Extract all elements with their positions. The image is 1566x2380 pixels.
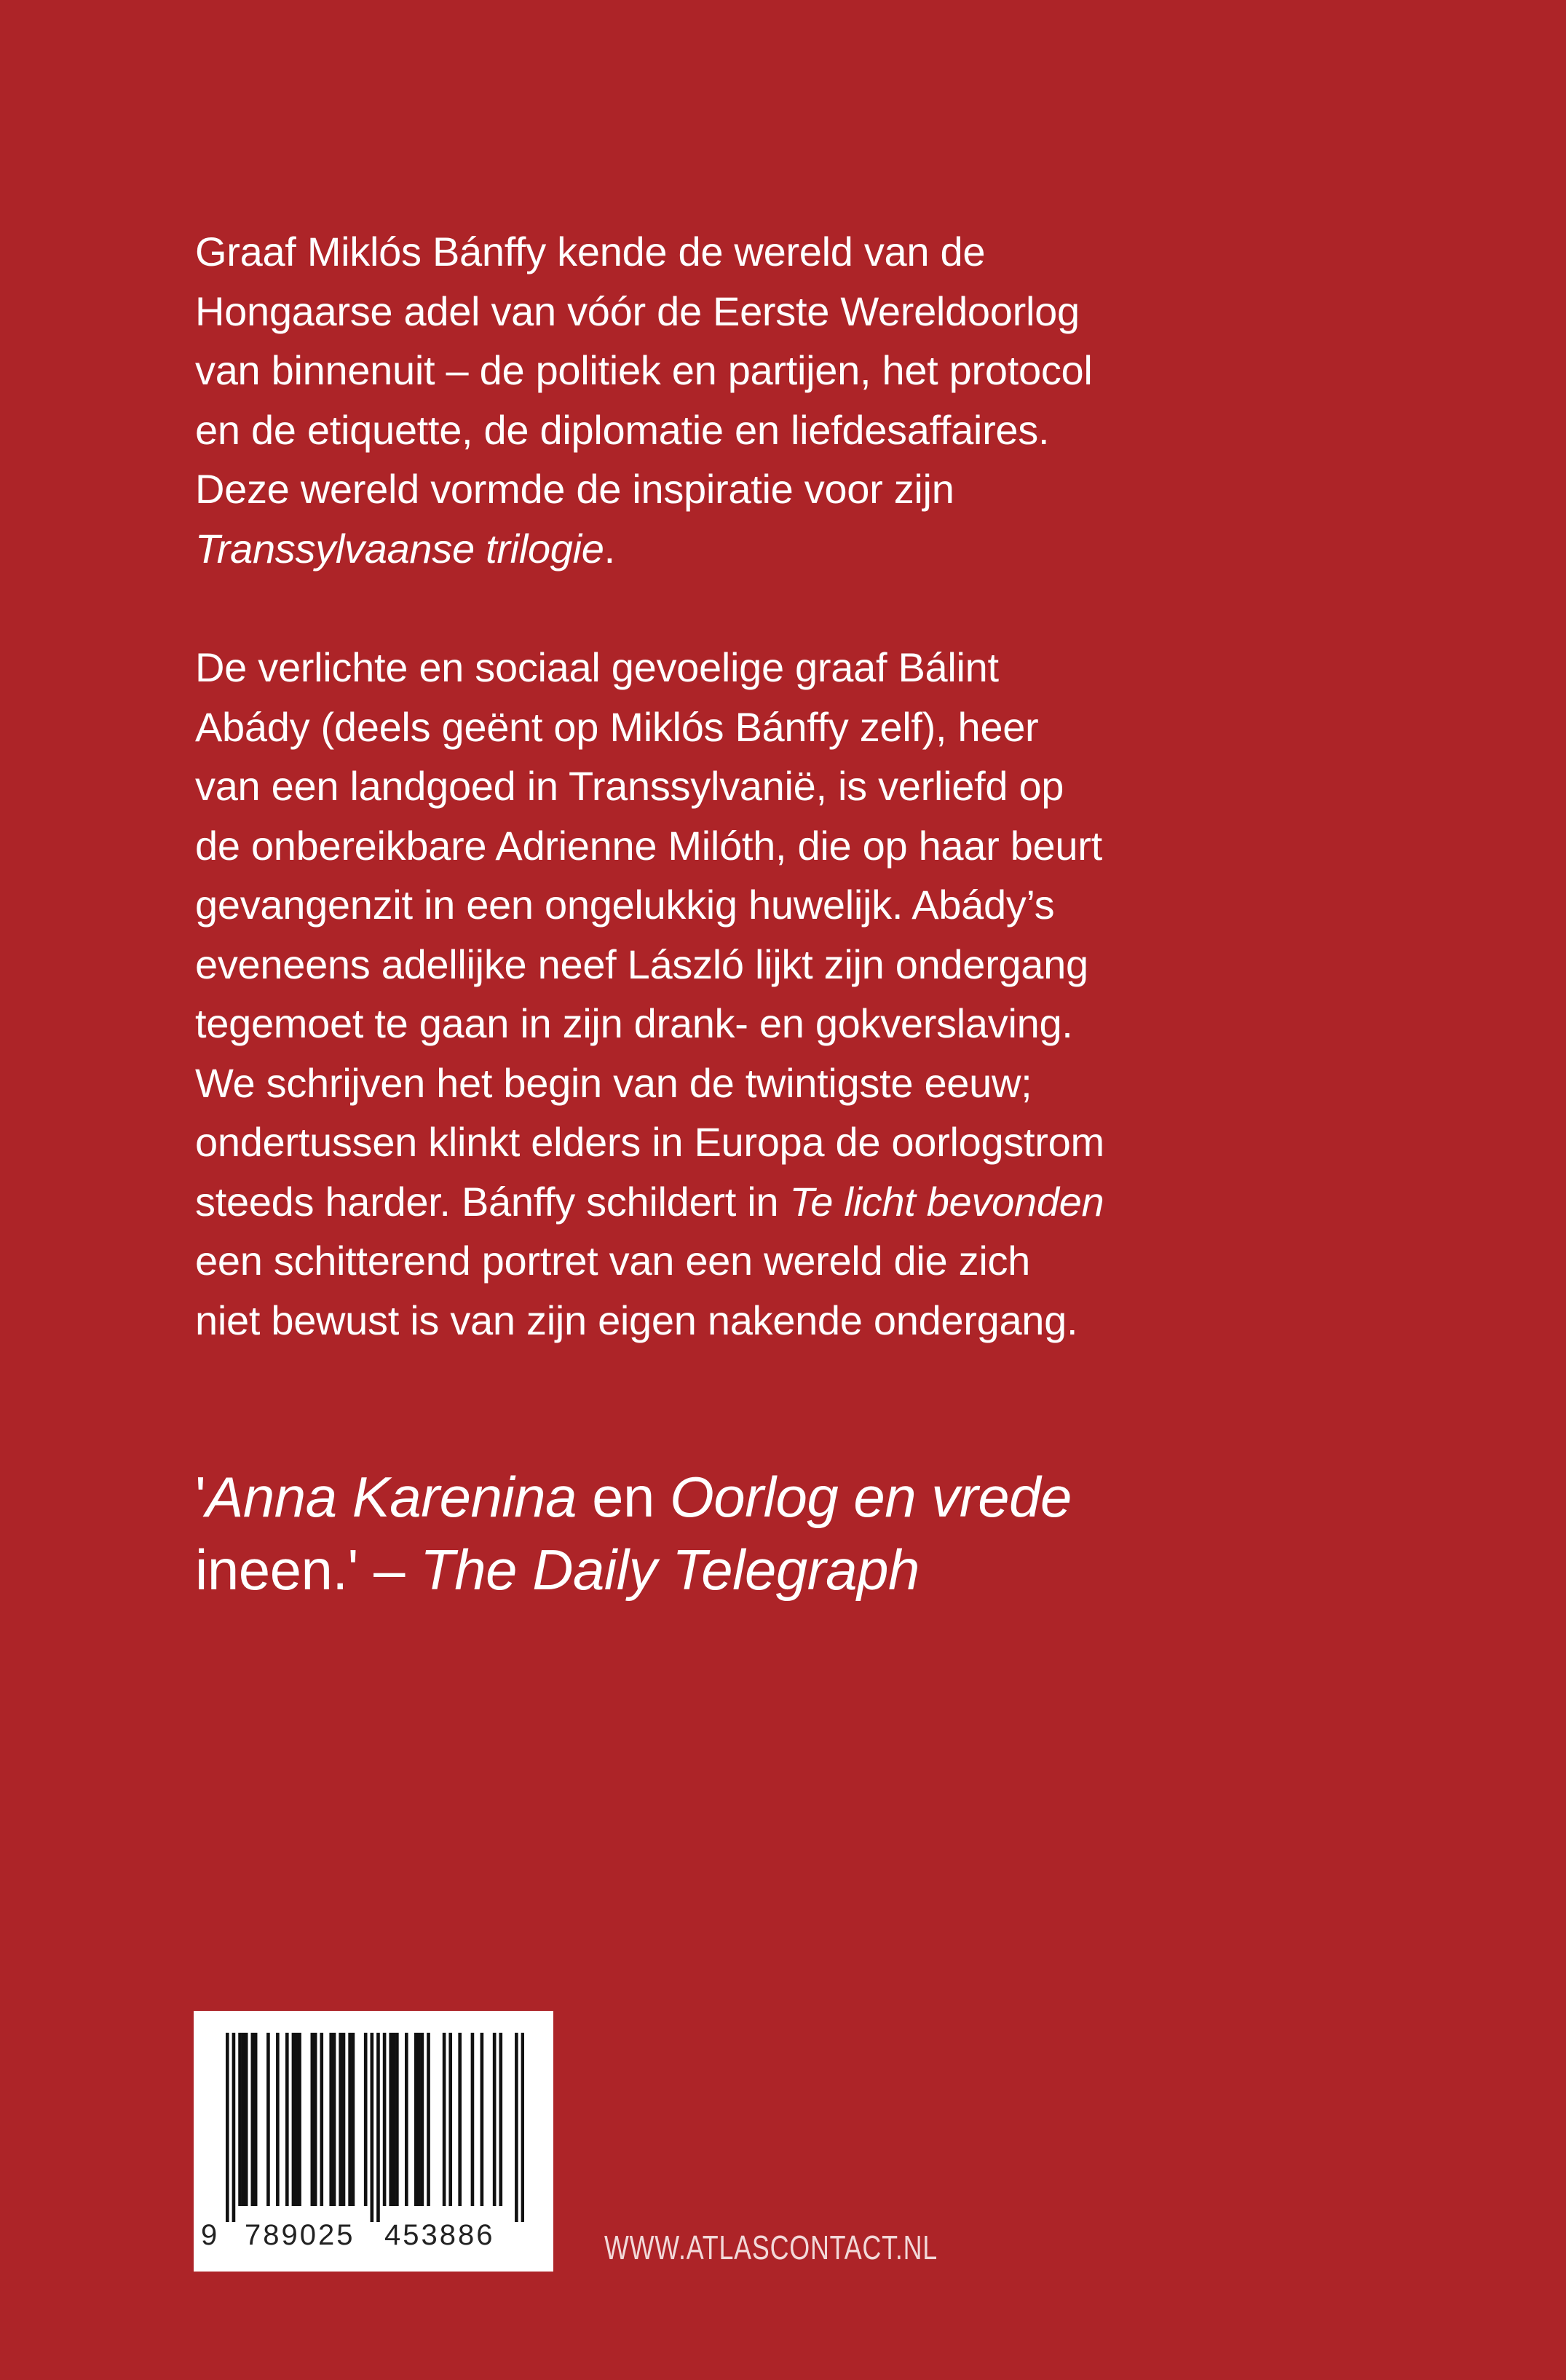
- barcode-bar: [395, 2033, 399, 2206]
- barcode-bar: [364, 2033, 368, 2206]
- barcode-bar: [352, 2033, 355, 2206]
- text-line: van binnenuit – de politiek en partijen, het protocol: [195, 347, 1093, 393]
- quote-text: ineen.' –: [195, 1538, 421, 1602]
- barcode-bar: [417, 2033, 421, 2206]
- barcode-bar: [238, 2033, 242, 2206]
- barcode-bar: [458, 2033, 462, 2206]
- barcode-bar: [242, 2033, 245, 2206]
- text-line: [195, 519, 1273, 579]
- text-line: gevangenzit in een ongelukkig huwelijk. Abády’s: [195, 882, 1055, 928]
- text-line: van een landgoed in Transsylvanië, is verliefd op: [195, 763, 1064, 809]
- barcode-bar: [521, 2033, 524, 2222]
- quote-title-2: Oorlog en vrede: [670, 1465, 1072, 1529]
- text-line: en de etiquette, de diplomatie en liefdesaffaires.: [195, 406, 1050, 453]
- barcode-bar: [333, 2033, 336, 2206]
- text-line: ondertussen klinkt elders in Europa de oorlogstrom: [195, 1119, 1104, 1165]
- text-line: de onbereikbare Adrienne Milóth, die op haar beurt: [195, 822, 1102, 869]
- barcode-bar: [376, 2033, 380, 2222]
- barcode-bar: [342, 2033, 346, 2206]
- barcode-bar: [320, 2033, 323, 2206]
- quote-source: The Daily Telegraph: [420, 1538, 920, 1602]
- barcode-bar: [389, 2033, 392, 2206]
- barcode-bar: [405, 2033, 408, 2206]
- barcode-bar: [226, 2033, 229, 2222]
- quote-line-1: [195, 1460, 1360, 1533]
- quote-and: en: [576, 1465, 671, 1529]
- barcode-bar: [266, 2033, 270, 2206]
- barcode-bar: [298, 2033, 301, 2206]
- quote-line-2: [195, 1533, 1360, 1606]
- text-line: De verlichte en sociaal gevoelige graaf Bálint: [195, 644, 999, 690]
- barcode-bar: [339, 2033, 342, 2206]
- text-line: Abády (deels geënt op Miklós Bánffy zelf), heer: [195, 703, 1039, 750]
- text-line: Deze wereld vormde de inspiratie voor zijn: [195, 466, 954, 512]
- barcode-bar: [348, 2033, 352, 2206]
- publisher-website: WWW.ATLASCONTACT.NL: [604, 2229, 938, 2266]
- barcode-digits-right: 453886: [384, 2219, 495, 2251]
- press-quote: [195, 1460, 1360, 1606]
- blurb-paragraph-2: [195, 638, 1273, 1350]
- text-line: tegemoet te gaan in zijn drank- en gokverslaving.: [195, 1000, 1073, 1046]
- barcode-bar: [311, 2033, 315, 2206]
- book-title-trilogy: Transsylvaanse trilogie: [195, 525, 604, 572]
- barcode-digit-lead: 9: [201, 2219, 218, 2251]
- barcode-bar: [254, 2033, 258, 2206]
- barcode-digits-left: 789025: [245, 2219, 355, 2251]
- barcode-bar: [245, 2033, 248, 2206]
- text-line: Hongaarse adel van vóór de Eerste Wereldoorlog: [195, 288, 1080, 334]
- barcode-bar: [448, 2033, 452, 2206]
- barcode-bar: [392, 2033, 396, 2206]
- text-line: eveneens adellijke neef László lijkt zijn ondergang: [195, 941, 1088, 987]
- barcode-bar: [471, 2033, 475, 2206]
- barcode-bar: [329, 2033, 333, 2206]
- barcode-bar: [421, 2033, 424, 2206]
- text-line: niet bewust is van zijn eigen nakende ondergang.: [195, 1297, 1078, 1343]
- quote-title-1: Anna Karenina: [205, 1465, 577, 1529]
- barcode-bar: [232, 2033, 236, 2222]
- barcode-bar: [285, 2033, 289, 2206]
- barcode-bar: [314, 2033, 317, 2206]
- barcode-bar: [251, 2033, 255, 2206]
- blurb-paragraph-1: [195, 222, 1273, 578]
- barcode-bar: [371, 2033, 374, 2222]
- text-line: [195, 1172, 1273, 1232]
- barcode-bar: [414, 2033, 418, 2206]
- period: .: [604, 525, 615, 572]
- book-title: Te licht bevonden: [789, 1178, 1104, 1225]
- text-line: We schrijven het begin van de twintigste eeuw;: [195, 1059, 1032, 1106]
- barcode-digits: [194, 2219, 553, 2260]
- barcode-bar: [295, 2033, 298, 2206]
- text-line: een schitterend portret van een wereld die zich: [195, 1238, 1031, 1284]
- isbn-barcode: [194, 2011, 553, 2272]
- barcode-bar: [499, 2033, 502, 2206]
- barcode-bars: [226, 2033, 524, 2222]
- barcode-bar: [481, 2033, 484, 2206]
- barcode-bar: [292, 2033, 296, 2206]
- barcode-bar: [443, 2033, 446, 2206]
- barcode-bar: [276, 2033, 280, 2206]
- barcode-bar: [515, 2033, 518, 2222]
- barcode-bar: [493, 2033, 497, 2206]
- quote-open: ': [195, 1465, 206, 1529]
- barcode-bar: [383, 2033, 387, 2206]
- text-line: Graaf Miklós Bánffy kende de wereld van de: [195, 229, 986, 274]
- text-segment: steeds harder. Bánffy schildert in: [195, 1178, 790, 1225]
- barcode-bar: [427, 2033, 430, 2206]
